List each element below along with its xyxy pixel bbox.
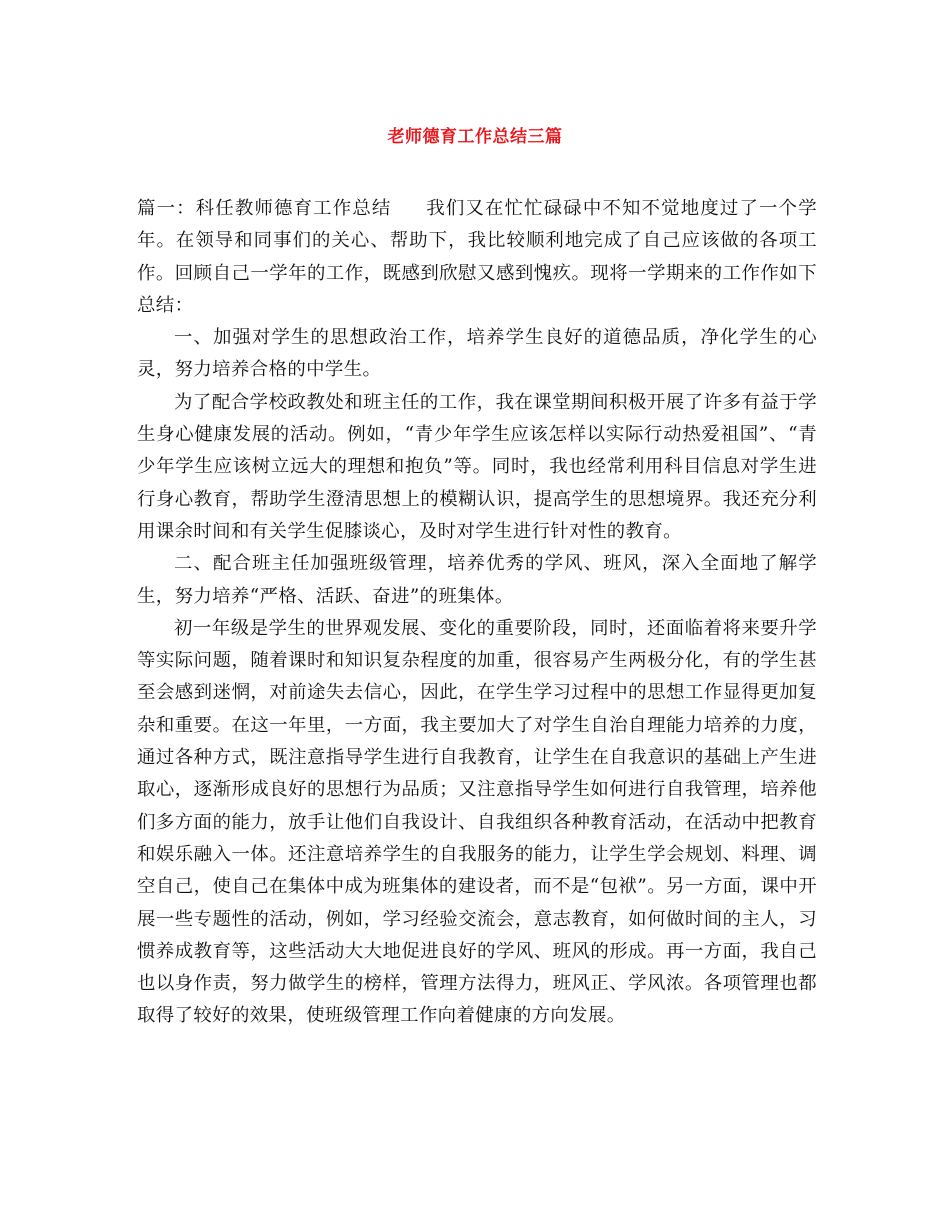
paragraph-text: 我们又在忙忙碌碌中不知不觉地度过了一个学年。在领导和同事们的关心、帮助下，我比较顺利地完成了自己应该做的各项工作。回顾自己一学年的工作，既感到欣慰又感到愧疚。现将一学期来的工作作如下总结：: [137, 198, 817, 316]
document-body: [137, 193, 817, 1033]
document-title: 老师德育工作总结三篇: [387, 127, 563, 147]
paragraph-point-two: 二、配合班主任加强班级管理，培养优秀的学风、班风，深入全面地了解学生，努力培养“严格、活跃、奋进”的班集体。: [137, 553, 817, 607]
paragraph-point-one: 一、加强对学生的思想政治工作，培养学生良好的道德品质，净化学生的心灵，努力培养合格的中学生。: [137, 327, 817, 381]
section-heading: 篇一：科任教师德育工作总结: [137, 198, 392, 219]
paragraph-intro: [137, 193, 817, 322]
paragraph-point-one-detail: 为了配合学校政教处和班主任的工作，我在课堂期间积极开展了许多有益于学生身心健康发展的活动。例如，“青少年学生应该怎样以实际行动热爱祖国”、“青少年学生应该树立远大的理想和抱负”等。同时，我也经常利用科目信息对学生进行身心教育，帮助学生澄清思想上的模糊认识，提高学生的思想境界。我还充分利用课余时间和有关学生促膝谈心，及时对学生进行针对性的教育。: [137, 391, 817, 542]
paragraph-point-two-detail: 初一年级是学生的世界观发展、变化的重要阶段，同时，还面临着将来要升学等实际问题，随着课时和知识复杂程度的加重，很容易产生两极分化，有的学生甚至会感到迷惘，对前途失去信心，因此，在学生学习过程中的思想工作显得更加复杂和重要。在这一年里，一方面，我主要加大了对学生自治自理能力培养的力度，通过各种方式，既注意指导学生进行自我教育，让学生在自我意识的基础上产生进取心，逐渐形成良好的思想行为品质；又注意指导学生如何进行自我管理，培养他们多方面的能力，放手让他们自我设计、自我组织各种教育活动，在活动中把教育和娱乐融入一体。还注意培养学生的自我服务的能力，让学生学会规划、料理、调空自己，使自己在集体中成为班集体的建设者，而不是“包袱”。另一方面，课中开展一些专题性的活动，例如，学习经验交流会，意志教育，如何做时间的主人，习惯养成教育等，这些活动大大地促进良好的学风、班风的形成。再一方面，我自己也以身作责，努力做学生的榜样，管理方法得力，班风正、学风浓。各项管理也都取得了较好的效果，使班级管理工作向着健康的方向发展。: [137, 617, 817, 1027]
